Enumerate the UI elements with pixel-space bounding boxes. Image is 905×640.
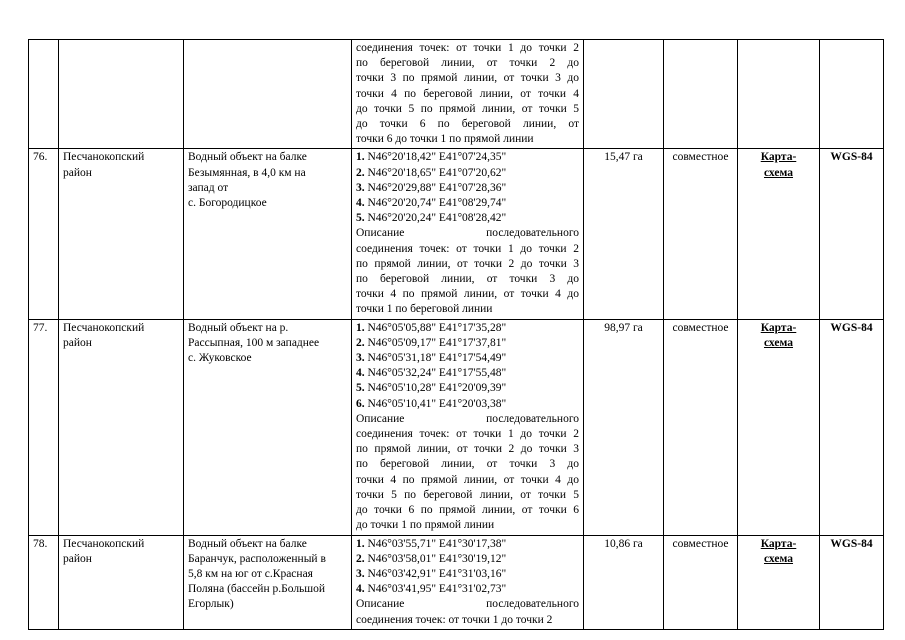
object-line: Водный объект на балке: [188, 151, 307, 164]
point-coordinate: N46°20'18,42" E41°07'24,35": [364, 151, 507, 164]
point-coordinate: N46°20'20,24" E41°08'28,42": [364, 212, 507, 225]
coordinates-cell: [352, 535, 584, 629]
object-line: Баранчук, расположенный в: [188, 552, 326, 565]
description-line: точки 4 по прямой линии, от точки 4 до: [356, 473, 579, 486]
row-number: 78.: [29, 535, 59, 629]
coordinate-line: [356, 537, 579, 552]
coordinate-system-cell: WGS-84: [820, 149, 884, 319]
coordinates-cell: [352, 319, 584, 535]
table-row: [29, 40, 884, 149]
object-line: Егорлык): [188, 598, 234, 611]
map-cell: [738, 40, 820, 149]
map-scheme-link[interactable]: Карта-: [760, 321, 797, 334]
object-line: Поляна (бассейн р.Большой: [188, 583, 326, 596]
point-number: 1.: [356, 537, 365, 550]
map-cell: [738, 319, 820, 535]
point-coordinate: N46°03'41,95" E41°31'02,73": [364, 583, 507, 596]
map-cell: [738, 535, 820, 629]
coordinate-line: [356, 381, 579, 396]
use-type-cell: совместное: [664, 149, 738, 319]
description-line: до точки 6 по прямой линии, от точки 6: [356, 504, 579, 517]
map-scheme-link[interactable]: Карта-: [760, 151, 797, 164]
point-number: 2.: [356, 552, 365, 565]
point-coordinate: N46°20'20,74" E41°08'29,74": [364, 197, 507, 210]
point-coordinate: N46°05'32,24" E41°17'55,48": [364, 367, 507, 380]
district-cell: [59, 149, 184, 319]
coordinates-cell: [352, 149, 584, 319]
coordinate-line: [356, 166, 579, 181]
coordinate-line: [356, 552, 579, 567]
area-cell: 15,47 га: [584, 149, 664, 319]
table-row: [29, 535, 884, 629]
point-coordinate: N46°03'58,01" E41°30'19,12": [364, 552, 507, 565]
point-number: 2.: [356, 336, 365, 349]
map-scheme-link[interactable]: схема: [763, 166, 794, 179]
area-cell: [584, 40, 664, 149]
coordinate-line: [356, 582, 579, 597]
coordinate-line: [356, 336, 579, 351]
table-body: [29, 40, 884, 630]
district-line: Песчанокопский: [63, 321, 145, 334]
description-line: соединения точек: от точки 1 до точки 2: [356, 42, 579, 54]
point-coordinate: N46°20'29,88" E41°07'28,36": [364, 181, 507, 194]
object-line: Безымянная, в 4,0 км на: [188, 166, 306, 179]
area-cell: 98,97 га: [584, 319, 664, 535]
description-line: до точки 1 по прямой линии: [356, 519, 495, 532]
district-cell: [59, 40, 184, 149]
description-line: до точки 5 по прямой линии, от точки 5: [356, 102, 579, 115]
coordinate-line: [356, 211, 579, 226]
district-line: район: [63, 336, 92, 349]
object-line: запад от: [188, 181, 229, 194]
description-line: по прямой линии, от точки 2 до точки 3: [356, 257, 579, 270]
description-line: точки 6 до точки 1 по прямой линии: [356, 133, 534, 146]
coordinates-cell: [352, 40, 584, 149]
object-line: с. Богородицкое: [188, 197, 267, 210]
description-line: по береговой линии, от точки 2 до: [356, 57, 579, 70]
map-cell: [738, 149, 820, 319]
description-line: Описание последовательного: [356, 598, 579, 611]
map-scheme-link[interactable]: схема: [763, 336, 794, 349]
description-line: точки 5 по береговой линии, от точки 5: [356, 488, 579, 501]
point-number: 3.: [356, 352, 365, 365]
point-coordinate: N46°05'31,18" E41°17'54,49": [364, 352, 507, 365]
description-line: точки 1 по береговой линии: [356, 303, 493, 316]
description-line: точки 3 по прямой линии, от точки 3 до: [356, 72, 579, 85]
object-line: Рассыпная, 100 м западнее: [188, 336, 320, 349]
coordinate-line: [356, 150, 579, 165]
coordinate-line: [356, 196, 579, 211]
coordinate-line: [356, 567, 579, 582]
description-line: по прямой линии, от точки 2 до точки 3: [356, 443, 579, 456]
point-number: 2.: [356, 166, 365, 179]
point-number: 3.: [356, 181, 365, 194]
table-row: [29, 149, 884, 319]
point-number: 1.: [356, 321, 365, 334]
object-cell: [184, 535, 352, 629]
coordinate-line: [356, 351, 579, 366]
row-number: 76.: [29, 149, 59, 319]
use-type-cell: [664, 40, 738, 149]
use-type-cell: совместное: [664, 319, 738, 535]
point-number: 1.: [356, 151, 365, 164]
map-scheme-link[interactable]: Карта-: [760, 537, 797, 550]
point-number: 3.: [356, 567, 365, 580]
district-line: Песчанокопский: [63, 537, 145, 550]
coordinate-system-cell: WGS-84: [820, 319, 884, 535]
coordinate-line: [356, 181, 579, 196]
object-cell: [184, 149, 352, 319]
point-coordinate: N46°05'09,17" E41°17'37,81": [364, 336, 507, 349]
district-line: район: [63, 552, 92, 565]
coordinate-line: [356, 397, 579, 412]
area-cell: 10,86 га: [584, 535, 664, 629]
district-line: Песчанокопский: [63, 151, 145, 164]
description-line: по береговой линии, от точки 3 до: [356, 458, 579, 471]
map-scheme-link[interactable]: схема: [763, 552, 794, 565]
object-cell: [184, 319, 352, 535]
district-cell: [59, 319, 184, 535]
point-number: 4.: [356, 367, 365, 380]
row-number: 77.: [29, 319, 59, 535]
table-row: [29, 319, 884, 535]
point-coordinate: N46°03'55,71" E41°30'17,38": [364, 537, 507, 550]
use-type-cell: совместное: [664, 535, 738, 629]
description-line: соединения точек: от точки 1 до точки 2: [356, 242, 579, 255]
district-line: район: [63, 166, 92, 179]
coordinate-line: [356, 321, 579, 336]
coordinate-line: [356, 366, 579, 381]
object-line: с. Жуковское: [188, 352, 252, 365]
description-line: до точки 6 по береговой линии, от: [356, 118, 579, 131]
description-line: Описание последовательного: [356, 227, 579, 240]
point-coordinate: N46°05'10,28" E41°20'09,39": [364, 382, 507, 395]
point-coordinate: N46°03'42,91" E41°31'03,16": [364, 567, 507, 580]
point-coordinate: N46°05'05,88" E41°17'35,28": [364, 321, 507, 334]
description-line: Описание последовательного: [356, 412, 579, 425]
point-number: 5.: [356, 382, 365, 395]
description-line: соединения точек: от точки 1 до точки 2: [356, 613, 553, 626]
point-coordinate: N46°20'18,65" E41°07'20,62": [364, 166, 507, 179]
object-line: Водный объект на балке: [188, 537, 307, 550]
object-cell: [184, 40, 352, 149]
coordinate-system-cell: [820, 40, 884, 149]
point-number: 6.: [356, 397, 365, 410]
object-line: 5,8 км на юг от с.Красная: [188, 567, 313, 580]
row-number: [29, 40, 59, 149]
description-line: соединения точек: от точки 1 до точки 2: [356, 428, 579, 441]
description-line: по береговой линии, от точки 3 до: [356, 273, 579, 286]
point-number: 4.: [356, 197, 365, 210]
description-line: точки 4 по береговой линии, от точки 4: [356, 87, 579, 100]
district-cell: [59, 535, 184, 629]
point-number: 5.: [356, 212, 365, 225]
coordinate-system-cell: WGS-84: [820, 535, 884, 629]
point-coordinate: N46°05'10,41" E41°20'03,38": [364, 397, 507, 410]
object-line: Водный объект на р.: [188, 321, 289, 334]
water-objects-table: [28, 39, 884, 630]
point-number: 4.: [356, 583, 365, 596]
description-line: точки 4 по прямой линии, от точки 4 до: [356, 288, 579, 301]
